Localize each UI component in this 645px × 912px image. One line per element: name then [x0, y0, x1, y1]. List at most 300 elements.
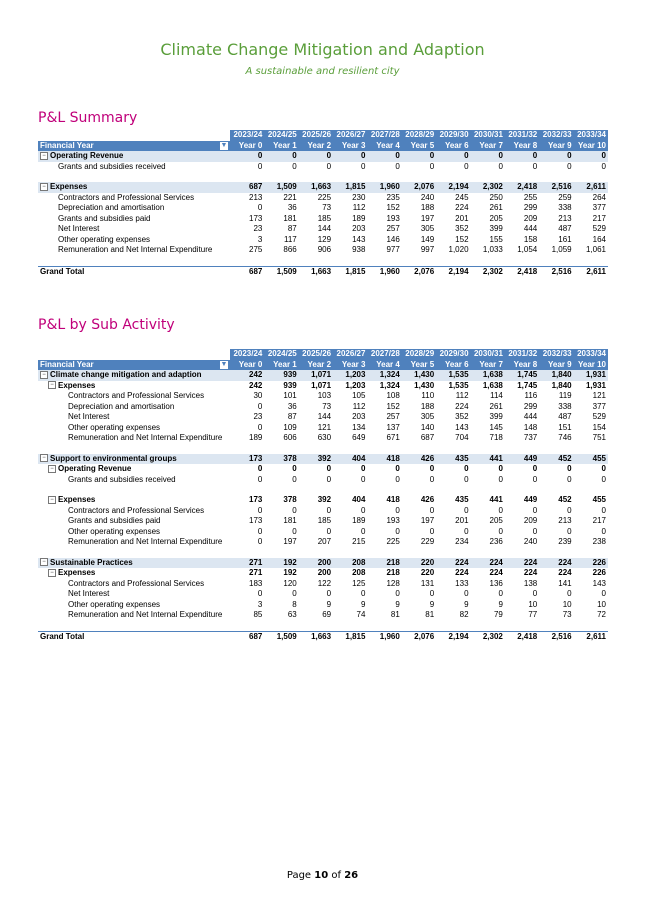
- value-cell: 0: [292, 505, 297, 515]
- header-fy: 2031/32: [505, 130, 539, 141]
- row-label-cell: [38, 558, 230, 569]
- value-cell: 36: [287, 401, 297, 411]
- value-cell: 245: [455, 192, 469, 202]
- value-cell: 0: [292, 161, 297, 171]
- spacer-cell: [38, 485, 608, 495]
- value-cell: 0: [532, 161, 538, 171]
- table-row: [38, 464, 608, 475]
- value-cell: 718: [489, 433, 503, 442]
- row-label-cell: [38, 370, 230, 381]
- row-label-cell: [38, 475, 230, 486]
- value-cell: 1,960: [367, 182, 401, 193]
- value-cell: 1,509: [264, 266, 298, 277]
- header-fy: 2025/26: [299, 130, 333, 141]
- value-cell: 687: [230, 631, 264, 642]
- row-label-cell: [38, 464, 230, 475]
- row-label-cell: [38, 589, 230, 600]
- value-cell: 0: [257, 161, 263, 171]
- value-cell: 0: [326, 464, 332, 473]
- value-cell: 112: [455, 391, 469, 400]
- header-year: Year 10: [574, 141, 608, 152]
- value-cell: 0: [498, 474, 503, 484]
- value-cell: 0: [498, 526, 503, 536]
- value-cell: 189: [352, 213, 366, 223]
- spacer-row: [38, 256, 608, 267]
- value-cell: 140: [420, 422, 435, 432]
- value-cell: 671: [386, 433, 400, 442]
- value-cell: 2,194: [436, 631, 470, 642]
- value-cell: 87: [287, 224, 297, 233]
- value-cell: 9: [326, 599, 332, 609]
- row-label-cell: [38, 495, 230, 506]
- value-cell: 0: [464, 474, 469, 484]
- value-cell: 0: [601, 474, 606, 484]
- value-cell: 188: [420, 401, 435, 411]
- header-financial-year: [38, 141, 230, 152]
- value-cell: 1,324: [379, 380, 400, 390]
- value-cell: 0: [292, 526, 297, 536]
- collapse-toggle-icon[interactable]: −: [40, 152, 48, 160]
- row-label: Contractors and Professional Services: [58, 192, 195, 202]
- collapse-toggle-icon[interactable]: −: [40, 454, 48, 462]
- row-label-cell: [38, 600, 230, 611]
- value-cell: 224: [436, 558, 470, 569]
- value-cell: 10: [528, 599, 538, 609]
- document-title: Climate Change Mitigation and Adaption: [160, 40, 485, 59]
- row-label: Contractors and Professional Services: [68, 391, 205, 400]
- value-cell: 117: [283, 234, 297, 244]
- value-cell: 1,815: [333, 631, 367, 642]
- value-cell: 173: [249, 213, 263, 223]
- value-cell: 224: [455, 203, 469, 212]
- table-row: [38, 495, 608, 506]
- header-fy: 2029/30: [436, 130, 470, 141]
- value-cell: 0: [402, 151, 436, 162]
- value-cell: 3: [257, 599, 263, 609]
- filter-icon[interactable]: ▼: [220, 141, 228, 149]
- row-label-cell: [38, 568, 230, 579]
- row-label: Other operating expenses: [68, 422, 161, 432]
- value-cell: 0: [367, 151, 401, 162]
- value-cell: 261: [489, 401, 503, 411]
- value-cell: 0: [505, 151, 539, 162]
- row-label: Other operating expenses: [68, 526, 161, 536]
- row-label-cell: [38, 631, 230, 642]
- value-cell: 0: [464, 526, 469, 536]
- value-cell: 377: [592, 401, 606, 411]
- table-row: [38, 391, 608, 402]
- value-cell: 1,535: [436, 370, 470, 381]
- value-cell: 226: [574, 558, 608, 569]
- value-cell: 0: [326, 474, 332, 484]
- row-label: Net Interest: [68, 589, 110, 598]
- value-cell: 0: [601, 505, 606, 515]
- value-cell: 1,931: [574, 370, 608, 381]
- value-cell: 0: [429, 161, 435, 171]
- value-cell: 0: [395, 505, 400, 515]
- header-year: Year 8: [505, 360, 539, 371]
- value-cell: 197: [420, 213, 435, 223]
- value-cell: 201: [455, 516, 469, 525]
- header-fy: 2028/29: [402, 349, 436, 360]
- value-cell: 352: [455, 224, 469, 233]
- collapse-toggle-icon[interactable]: −: [40, 558, 48, 566]
- value-cell: 0: [601, 464, 606, 473]
- row-label: Operating Revenue: [50, 151, 124, 160]
- value-cell: 220: [402, 558, 436, 569]
- value-cell: 487: [558, 412, 572, 421]
- header-fy: 2031/32: [505, 349, 539, 360]
- value-cell: 0: [257, 422, 263, 432]
- value-cell: 0: [257, 526, 263, 536]
- row-label-cell: [38, 162, 230, 173]
- header-year: Year 10: [574, 360, 608, 371]
- value-cell: 238: [592, 537, 606, 546]
- table-row: [38, 579, 608, 590]
- value-cell: 426: [402, 454, 436, 465]
- value-cell: 9: [395, 599, 400, 609]
- value-cell: 1,815: [333, 182, 367, 193]
- header-year: Year 3: [333, 360, 367, 371]
- header-fy: 2026/27: [333, 349, 367, 360]
- value-cell: 1,815: [333, 266, 367, 277]
- value-cell: 0: [326, 161, 332, 171]
- header-row-years: [38, 360, 608, 371]
- table-row: [38, 506, 608, 517]
- value-cell: 209: [523, 516, 538, 525]
- value-cell: 217: [592, 516, 606, 525]
- row-label-cell: [38, 579, 230, 590]
- table-row: [38, 235, 608, 246]
- row-label: Grand Total: [40, 266, 85, 276]
- value-cell: 0: [498, 505, 503, 515]
- value-cell: 1,509: [264, 182, 298, 193]
- table-row: [38, 412, 608, 423]
- value-cell: 378: [283, 495, 297, 504]
- table-row: [38, 558, 608, 569]
- value-cell: 649: [352, 433, 366, 442]
- value-cell: 208: [333, 558, 367, 569]
- value-cell: 224: [471, 558, 505, 569]
- value-cell: 1,931: [585, 380, 606, 390]
- value-cell: 203: [352, 224, 366, 233]
- value-cell: 74: [356, 610, 366, 619]
- table-row: [38, 224, 608, 235]
- value-cell: 152: [386, 401, 400, 411]
- value-cell: 404: [352, 495, 366, 504]
- value-cell: 23: [253, 412, 263, 421]
- header-year: Year 7: [471, 141, 505, 152]
- value-cell: 0: [361, 526, 366, 536]
- value-cell: 687: [230, 266, 264, 277]
- value-cell: 939: [264, 370, 298, 381]
- value-cell: 939: [283, 380, 297, 390]
- collapse-toggle-icon[interactable]: −: [48, 381, 56, 389]
- value-cell: 1,033: [482, 245, 503, 254]
- value-cell: 0: [567, 589, 572, 598]
- header-row-fiscal-years: [38, 130, 608, 141]
- header-fy: 2030/31: [471, 130, 505, 141]
- value-cell: 8: [292, 599, 297, 609]
- value-cell: 1,430: [402, 370, 436, 381]
- value-cell: 185: [317, 213, 332, 223]
- value-cell: 189: [249, 433, 263, 442]
- header-fy: 2023/24: [230, 130, 264, 141]
- row-label-cell: [38, 402, 230, 413]
- value-cell: 1,638: [471, 370, 505, 381]
- spacer-cell: [38, 172, 608, 182]
- value-cell: 352: [455, 412, 469, 421]
- table-row: [38, 610, 608, 621]
- value-cell: 215: [352, 537, 366, 546]
- value-cell: 0: [567, 474, 572, 484]
- value-cell: 444: [523, 224, 538, 233]
- header-fy: 2026/27: [333, 130, 367, 141]
- value-cell: 128: [386, 578, 400, 588]
- value-cell: 0: [230, 151, 264, 162]
- value-cell: 101: [283, 391, 297, 400]
- value-cell: 121: [592, 391, 606, 400]
- row-label: Other operating expenses: [68, 599, 161, 609]
- value-cell: 0: [601, 161, 606, 171]
- header-fy: 2032/33: [539, 130, 573, 141]
- value-cell: 85: [253, 610, 263, 619]
- value-cell: 236: [489, 537, 503, 546]
- value-cell: 1,638: [482, 380, 503, 390]
- value-cell: 441: [489, 495, 503, 504]
- value-cell: 69: [322, 610, 332, 619]
- value-cell: 630: [317, 433, 332, 442]
- value-cell: 193: [386, 213, 400, 223]
- value-cell: 2,302: [471, 182, 505, 193]
- row-label-cell: [38, 506, 230, 517]
- value-cell: 110: [421, 391, 435, 400]
- header-year: Year 5: [402, 360, 436, 371]
- value-cell: 10: [597, 599, 606, 609]
- row-label-cell: [38, 433, 230, 444]
- value-cell: 0: [395, 474, 400, 484]
- value-cell: 9: [361, 599, 366, 609]
- header-year: Year 5: [402, 141, 436, 152]
- filter-icon[interactable]: ▼: [220, 360, 228, 368]
- value-cell: 239: [558, 537, 572, 546]
- row-label: Depreciation and amortisation: [58, 203, 165, 212]
- value-cell: 136: [489, 578, 503, 588]
- value-cell: 218: [367, 558, 401, 569]
- row-label: Other operating expenses: [58, 234, 151, 244]
- value-cell: 192: [264, 558, 298, 569]
- value-cell: 2,418: [505, 631, 539, 642]
- header-year: Year 4: [367, 360, 401, 371]
- value-cell: 81: [390, 610, 400, 619]
- value-cell: 200: [299, 558, 333, 569]
- value-cell: 73: [322, 203, 332, 212]
- row-label: Contractors and Professional Services: [68, 505, 205, 515]
- value-cell: 224: [455, 568, 469, 577]
- value-cell: 109: [283, 422, 297, 432]
- value-cell: 2,418: [505, 182, 539, 193]
- table-row: [38, 537, 608, 548]
- header-year: Year 0: [230, 141, 264, 152]
- row-label-cell: [38, 527, 230, 538]
- value-cell: 200: [317, 568, 332, 577]
- value-cell: 938: [352, 245, 366, 254]
- value-cell: 146: [386, 234, 400, 244]
- value-cell: 224: [558, 568, 572, 577]
- header-blank: [38, 130, 230, 141]
- value-cell: 0: [264, 151, 298, 162]
- collapse-toggle-icon[interactable]: −: [48, 496, 56, 504]
- value-cell: 606: [283, 433, 297, 442]
- value-cell: 213: [249, 192, 263, 202]
- value-cell: 79: [493, 610, 503, 619]
- value-cell: 0: [292, 589, 297, 598]
- spacer-cell: [38, 548, 608, 558]
- header-year: Year 8: [505, 141, 539, 152]
- value-cell: 2,076: [402, 631, 436, 642]
- value-cell: 1,840: [539, 370, 573, 381]
- value-cell: 2,076: [402, 182, 436, 193]
- value-cell: 173: [249, 516, 263, 525]
- header-row-years: [38, 141, 608, 152]
- row-label-cell: [38, 245, 230, 256]
- value-cell: 209: [523, 213, 538, 223]
- value-cell: 2,194: [436, 266, 470, 277]
- value-cell: 906: [317, 245, 332, 254]
- value-cell: 161: [558, 234, 572, 244]
- value-cell: 404: [333, 454, 367, 465]
- value-cell: 120: [283, 578, 297, 588]
- header-fy: 2032/33: [539, 349, 573, 360]
- value-cell: 158: [523, 234, 538, 244]
- value-cell: 0: [567, 464, 572, 473]
- row-label: Expenses: [58, 380, 96, 390]
- value-cell: 255: [523, 192, 538, 202]
- header-year: Year 1: [264, 360, 298, 371]
- value-cell: 0: [361, 505, 366, 515]
- header-year: Year 3: [333, 141, 367, 152]
- table-row: [38, 475, 608, 486]
- value-cell: 242: [230, 370, 264, 381]
- value-cell: 435: [455, 495, 469, 504]
- value-cell: 0: [429, 505, 435, 515]
- table-row: [38, 193, 608, 204]
- value-cell: 687: [230, 182, 264, 193]
- header-year: Year 2: [299, 360, 333, 371]
- value-cell: 418: [367, 454, 401, 465]
- value-cell: 0: [567, 526, 572, 536]
- value-cell: 242: [249, 380, 263, 390]
- value-cell: 173: [249, 495, 263, 504]
- table-row: [38, 600, 608, 611]
- value-cell: 2,611: [574, 266, 608, 277]
- value-cell: 2,611: [574, 182, 608, 193]
- collapse-toggle-icon[interactable]: −: [40, 371, 48, 379]
- value-cell: 0: [429, 474, 435, 484]
- spacer-cell: [38, 621, 608, 632]
- value-cell: 452: [558, 495, 572, 504]
- header-fy: 2033/34: [574, 130, 608, 141]
- value-cell: 1,663: [299, 631, 333, 642]
- table-row: [38, 245, 608, 256]
- value-cell: 10: [562, 599, 572, 609]
- row-label-cell: [38, 381, 230, 392]
- value-cell: 271: [249, 568, 263, 577]
- value-cell: 0: [292, 464, 297, 473]
- value-cell: 704: [455, 433, 469, 442]
- value-cell: 230: [352, 192, 366, 202]
- value-cell: 30: [253, 391, 263, 400]
- value-cell: 188: [420, 203, 435, 212]
- collapse-toggle-icon[interactable]: −: [48, 465, 56, 473]
- value-cell: 455: [574, 454, 608, 465]
- table-row: [38, 151, 608, 162]
- value-cell: 0: [601, 589, 606, 598]
- value-cell: 81: [425, 610, 435, 619]
- value-cell: 145: [489, 422, 503, 432]
- value-cell: 152: [386, 203, 400, 212]
- value-cell: 87: [287, 412, 297, 421]
- value-cell: 0: [361, 161, 366, 171]
- value-cell: 235: [386, 192, 400, 202]
- header-year: Year 6: [436, 141, 470, 152]
- value-cell: 338: [558, 401, 572, 411]
- value-cell: 82: [459, 610, 469, 619]
- value-cell: 141: [558, 578, 572, 588]
- value-cell: 399: [489, 412, 503, 421]
- value-cell: 213: [558, 213, 572, 223]
- grand-total-row: [38, 631, 608, 642]
- table-row: [38, 214, 608, 225]
- value-cell: 2,418: [505, 266, 539, 277]
- value-cell: 183: [249, 578, 263, 588]
- value-cell: 0: [532, 589, 538, 598]
- value-cell: 131: [420, 578, 435, 588]
- collapse-toggle-icon[interactable]: −: [40, 183, 48, 191]
- value-cell: 1,054: [517, 245, 538, 254]
- value-cell: 103: [317, 391, 332, 400]
- value-cell: 197: [420, 516, 435, 525]
- header-year: Year 6: [436, 360, 470, 371]
- table-row: [38, 516, 608, 527]
- value-cell: 1,324: [367, 370, 401, 381]
- table-row: [38, 454, 608, 465]
- value-cell: 0: [257, 589, 263, 598]
- value-cell: 73: [322, 401, 332, 411]
- value-cell: 259: [558, 192, 572, 202]
- value-cell: 240: [523, 537, 538, 546]
- value-cell: 9: [429, 599, 435, 609]
- footer-page-total: 26: [344, 870, 359, 881]
- spacer-row: [38, 548, 608, 558]
- value-cell: 122: [317, 578, 332, 588]
- row-label: Grants and subsidies paid: [68, 516, 161, 525]
- value-cell: 0: [532, 464, 538, 473]
- value-cell: 529: [592, 224, 606, 233]
- value-cell: 144: [317, 412, 332, 421]
- value-cell: 338: [558, 203, 572, 212]
- value-cell: 0: [464, 464, 469, 473]
- value-cell: 226: [592, 568, 606, 577]
- value-cell: 2,516: [539, 631, 573, 642]
- spacer-cell: [38, 444, 608, 454]
- value-cell: 687: [420, 433, 435, 442]
- header-year: Year 1: [264, 141, 298, 152]
- value-cell: 3: [257, 234, 263, 244]
- collapse-toggle-icon[interactable]: −: [48, 569, 56, 577]
- table-row: [38, 203, 608, 214]
- value-cell: 0: [257, 401, 263, 411]
